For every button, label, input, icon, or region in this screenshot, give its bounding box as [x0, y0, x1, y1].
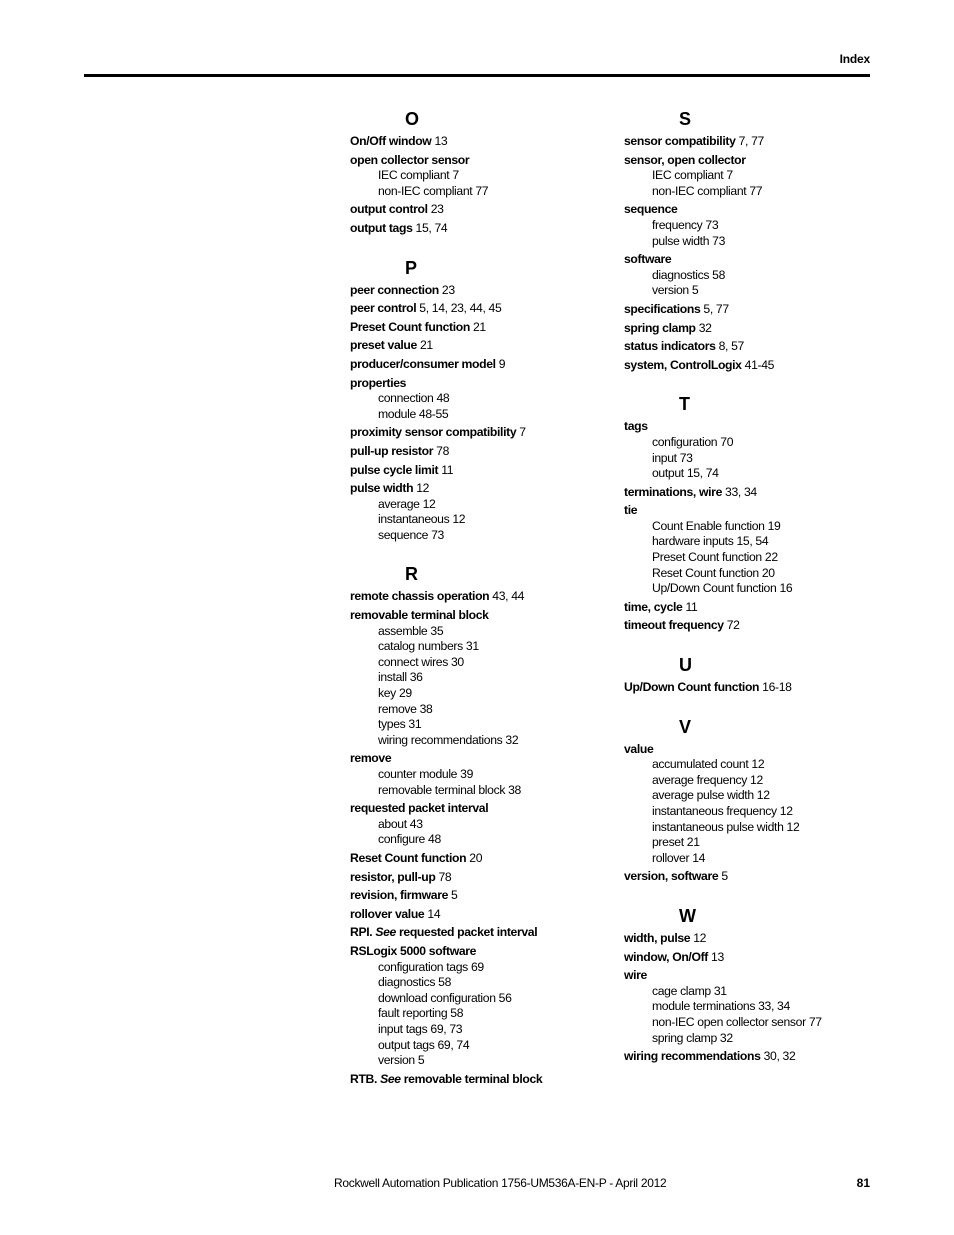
entry-pages: 12: [413, 481, 430, 496]
index-entry: [624, 869, 924, 885]
subentry: output 15, 74: [652, 466, 719, 481]
index-entry: [350, 444, 650, 460]
entry-pages: 8, 57: [715, 339, 744, 354]
entry-term: time, cycle: [624, 599, 683, 614]
entry-term: RTB.: [350, 1071, 381, 1086]
section-letter: S: [679, 109, 692, 129]
entry-term: revision, firmware: [350, 888, 449, 903]
entry-line: [350, 870, 650, 886]
index-entry: [350, 751, 650, 798]
subentry-list: [624, 268, 924, 299]
entry-pages: 32: [695, 320, 712, 335]
subentry: connection 48: [378, 391, 450, 406]
entry-pages: 13: [431, 134, 448, 148]
index-entry: [624, 419, 924, 481]
index-entry: [624, 931, 924, 947]
subentry: types 31: [378, 717, 422, 732]
see-reference: See: [380, 1071, 401, 1086]
subentry: non-IEC open collector sensor 77: [652, 1014, 822, 1029]
entry-term: tie: [624, 503, 638, 518]
entry-term: sequence: [624, 202, 678, 217]
index-entry: [624, 742, 924, 867]
subentry: IEC compliant 7: [652, 168, 733, 183]
index-entry: [350, 801, 650, 848]
entry-term: sensor compatibility: [624, 134, 736, 148]
entry-term: status indicators: [624, 339, 716, 354]
entry-line: [350, 320, 650, 336]
index-entry: [624, 302, 924, 318]
entry-line: [350, 801, 650, 817]
index-section: [624, 654, 924, 696]
entry-term: resistor, pull-up: [350, 869, 436, 884]
index-section: [350, 257, 650, 544]
subentry: instantaneous pulse width 12: [652, 819, 800, 834]
subentry: configuration 70: [652, 434, 734, 449]
entry-term: On/Off window: [350, 134, 432, 148]
section-letter: T: [679, 394, 690, 415]
index-entry: [350, 1072, 650, 1088]
page-number: 81: [856, 1176, 870, 1190]
section-letter: W: [679, 905, 696, 926]
entry-line: [624, 419, 924, 435]
entry-term: output tags: [350, 220, 413, 235]
footer-publication: Rockwell Automation Publication 1756-UM536A-EN-P - April 2012: [334, 1176, 667, 1190]
index-entry: [624, 134, 924, 150]
entry-term: RSLogix 5000 software: [350, 943, 477, 958]
subentry: Preset Count function 22: [652, 550, 778, 565]
subentry-list: [350, 624, 650, 749]
index-entry: [350, 338, 650, 354]
subentry: rollover 14: [652, 850, 706, 865]
entry-pages: 5: [718, 869, 728, 884]
entry-line: [624, 321, 924, 337]
subentry: connect wires 30: [378, 654, 464, 669]
entry-line: [624, 202, 924, 218]
entry-term: spring clamp: [624, 320, 696, 335]
entry-line: [624, 742, 924, 758]
index-entry: [350, 870, 650, 886]
subentry: Count Enable function 19: [652, 518, 781, 533]
entry-line: [350, 376, 650, 392]
entry-term: Up/Down Count function: [624, 680, 760, 695]
entry-pages: 41-45: [741, 357, 775, 372]
index-entry: [350, 357, 650, 373]
subentry: non-IEC compliant 77: [652, 183, 763, 198]
entry-pages: 78: [433, 443, 450, 458]
section-letter: V: [679, 716, 692, 737]
index-entry: [350, 283, 650, 299]
entry-pages: 30, 32: [760, 1049, 796, 1064]
index-section: [350, 108, 650, 237]
subentry: average pulse width 12: [652, 788, 770, 803]
subentry: cage clamp 31: [652, 983, 727, 998]
see-reference: See: [375, 925, 396, 940]
entry-pages: 72: [723, 618, 740, 633]
index-entry: [350, 202, 650, 218]
entry-term: producer/consumer model: [350, 356, 496, 371]
subentry: instantaneous 12: [378, 512, 466, 527]
index-entry: [624, 680, 924, 696]
subentry: IEC compliant 7: [378, 168, 459, 183]
entry-line: [624, 950, 924, 966]
subentry: download configuration 56: [378, 990, 512, 1005]
entry-pages: 12: [690, 930, 707, 945]
entry-term: preset value: [350, 338, 417, 353]
entry-term: pulse cycle limit: [350, 462, 439, 477]
section-letter: R: [405, 564, 418, 585]
entry-line: [624, 1049, 924, 1065]
subentry-list: [624, 519, 924, 597]
entry-line: [350, 444, 650, 460]
subentry: about 43: [378, 816, 423, 831]
entry-pages: 11: [682, 599, 698, 614]
entry-term: properties: [350, 375, 407, 390]
entry-term: Preset Count function: [350, 319, 470, 334]
subentry: install 36: [378, 670, 423, 685]
index-entry: [350, 888, 650, 904]
subentry: removable terminal block 38: [378, 782, 521, 797]
subentry: average frequency 12: [652, 772, 763, 787]
entry-line: [624, 680, 924, 696]
index-entry: [624, 600, 924, 616]
subentry-list: [350, 168, 650, 199]
subentry: module terminations 33, 34: [652, 999, 790, 1014]
subentry-list: [350, 497, 650, 544]
subentry: configure 48: [378, 832, 441, 847]
entry-line: [624, 358, 924, 374]
entry-term: timeout frequency: [624, 618, 724, 633]
index-entry: [624, 153, 924, 200]
entry-line: [624, 968, 924, 984]
entry-pages: 13: [708, 949, 724, 964]
see-target: requested packet interval: [395, 925, 538, 940]
subentry: pulse width 73: [652, 233, 726, 248]
entry-term: sensor, open collector: [624, 152, 746, 167]
entry-term: tags: [624, 419, 648, 434]
entry-term: version, software: [624, 869, 719, 884]
subentry: fault reporting 58: [378, 1006, 464, 1021]
subentry: module 48-55: [378, 406, 449, 421]
entry-pages: 5, 77: [700, 301, 729, 316]
index-entry: [624, 968, 924, 1046]
subentry-list: [350, 767, 650, 798]
entry-line: [350, 357, 650, 373]
subentry: non-IEC compliant 77: [378, 183, 489, 198]
entry-term: open collector sensor: [350, 152, 470, 167]
entry-pages: 21: [416, 338, 433, 353]
subentry-list: [624, 168, 924, 199]
subentry-list: [624, 757, 924, 866]
subentry: diagnostics 58: [378, 975, 452, 990]
entry-line: [350, 608, 650, 624]
entry-term: proximity sensor compatibility: [350, 425, 517, 440]
subentry: configuration tags 69: [378, 959, 484, 974]
index-entry: [350, 134, 650, 150]
entry-term: pull-up resistor: [350, 443, 434, 458]
section-letter: O: [405, 109, 420, 129]
entry-line: [350, 153, 650, 169]
index-section: [624, 393, 924, 634]
subentry: diagnostics 58: [652, 267, 726, 282]
entry-line: [624, 503, 924, 519]
subentry-list: [350, 817, 650, 848]
entry-pages: 33, 34: [722, 484, 757, 499]
entry-pages: 16-18: [759, 680, 792, 695]
entry-line: [350, 202, 650, 218]
entry-term: value: [624, 741, 654, 756]
entry-term: remove: [350, 751, 392, 766]
index-entry: [350, 608, 650, 748]
subentry: output tags 69, 74: [378, 1037, 470, 1052]
entry-line: [350, 851, 650, 867]
entry-line: [350, 944, 650, 960]
entry-pages: 23: [438, 282, 455, 297]
entry-term: peer connection: [350, 282, 439, 297]
entry-term: remote chassis operation: [350, 589, 490, 604]
entry-line: [350, 463, 650, 479]
index-entry: [624, 950, 924, 966]
entry-line: [624, 485, 924, 501]
entry-term: requested packet interval: [350, 801, 489, 816]
subentry-list: [624, 984, 924, 1046]
subentry: instantaneous frequency 12: [652, 804, 793, 818]
index-entry: [624, 358, 924, 374]
index-section: [624, 716, 924, 885]
index-entry: [624, 321, 924, 337]
index-entry: [350, 425, 650, 441]
index-section: [350, 563, 650, 1087]
index-section: [624, 108, 924, 373]
entry-term: terminations, wire: [624, 484, 722, 499]
entry-term: system, ControlLogix: [624, 357, 742, 372]
entry-pages: 21: [469, 319, 486, 334]
entry-line: [350, 283, 650, 299]
subentry: version 5: [652, 283, 699, 298]
subentry: preset 21: [652, 835, 700, 850]
entry-term: wiring recommendations: [624, 1049, 761, 1064]
entry-term: wire: [624, 968, 647, 983]
entry-pages: 20: [466, 850, 483, 865]
index-entry: [350, 944, 650, 1069]
subentry: version 5: [378, 1053, 425, 1068]
subentry: frequency 73: [652, 217, 719, 232]
index-section: [624, 905, 924, 1065]
entry-pages: 5, 14, 23, 44, 45: [416, 301, 502, 316]
entry-line: [350, 589, 650, 605]
entry-pages: 43, 44: [489, 589, 525, 604]
subentry-list: [624, 435, 924, 482]
entry-pages: 14: [424, 906, 441, 921]
index-entry: [350, 851, 650, 867]
section-letter: U: [679, 655, 692, 676]
subentry: remove 38: [378, 701, 433, 716]
entry-term: window, On/Off: [624, 949, 709, 964]
entry-line: [624, 153, 924, 169]
entry-line: [624, 931, 924, 947]
entry-line: [624, 134, 924, 150]
index-entry: [350, 481, 650, 543]
entry-term: output control: [350, 202, 428, 217]
entry-line: [350, 907, 650, 923]
entry-term: width, pulse: [624, 930, 691, 945]
subentry: spring clamp 32: [652, 1030, 733, 1045]
subentry: input 73: [652, 450, 693, 465]
entry-line: [624, 618, 924, 634]
subentry: average 12: [378, 496, 436, 511]
entry-line: [624, 600, 924, 616]
running-header: Index: [839, 52, 870, 66]
entry-pages: 15, 74: [412, 220, 448, 235]
entry-term: rollover value: [350, 906, 425, 921]
index-entry: [624, 339, 924, 355]
entry-pages: 9: [495, 356, 506, 371]
entry-pages: 7: [516, 425, 526, 440]
index-column-right: [624, 108, 924, 1085]
subentry: counter module 39: [378, 767, 474, 781]
index-entry: [350, 907, 650, 923]
index-column-left: [350, 108, 650, 1107]
subentry: assemble 35: [378, 623, 444, 638]
index-entry: [350, 221, 650, 237]
entry-line: [624, 339, 924, 355]
entry-line: [350, 301, 650, 317]
entry-term: pulse width: [350, 481, 414, 496]
index-entry: [350, 589, 650, 605]
index-entry: [350, 463, 650, 479]
index-entry: [350, 153, 650, 200]
entry-line: [350, 1072, 650, 1088]
index-entry: [624, 503, 924, 597]
index-entry: [624, 1049, 924, 1065]
section-letter: P: [405, 257, 418, 278]
index-entry: [624, 618, 924, 634]
subentry: input tags 69, 73: [378, 1021, 463, 1036]
subentry-list: [350, 391, 650, 422]
entry-term: specifications: [624, 301, 701, 316]
entry-line: [350, 751, 650, 767]
entry-line: [350, 888, 650, 904]
entry-line: [350, 425, 650, 441]
entry-line: [624, 869, 924, 885]
subentry: hardware inputs 15, 54: [652, 534, 769, 549]
entry-line: [350, 338, 650, 354]
index-entry: [350, 925, 650, 941]
entry-pages: 7, 77: [735, 134, 764, 148]
entry-line: [624, 302, 924, 318]
index-entry: [350, 320, 650, 336]
subentry: Reset Count function 20: [652, 565, 775, 580]
subentry: key 29: [378, 686, 412, 701]
entry-term: software: [624, 252, 672, 267]
entry-line: [350, 134, 650, 150]
entry-line: [350, 925, 650, 941]
subentry: sequence 73: [378, 527, 444, 542]
index-entry: [350, 301, 650, 317]
subentry-list: [350, 960, 650, 1069]
entry-line: [350, 481, 650, 497]
entry-term: RPI.: [350, 925, 376, 940]
entry-pages: 23: [427, 202, 444, 217]
index-entry: [624, 252, 924, 299]
subentry: Up/Down Count function 16: [652, 581, 793, 596]
see-target: removable terminal block: [400, 1071, 543, 1086]
index-entry: [624, 202, 924, 249]
subentry: catalog numbers 31: [378, 639, 479, 654]
entry-pages: 78: [435, 869, 452, 884]
subentry: accumulated count 12: [652, 757, 765, 772]
entry-pages: 5: [448, 888, 458, 903]
subentry-list: [624, 218, 924, 249]
entry-line: [350, 221, 650, 237]
entry-pages: 11: [438, 462, 454, 477]
entry-term: Reset Count function: [350, 850, 467, 865]
subentry: wiring recommendations 32: [378, 732, 519, 747]
header-rule: [84, 74, 870, 77]
entry-line: [624, 252, 924, 268]
entry-term: removable terminal block: [350, 608, 489, 623]
entry-term: peer control: [350, 301, 417, 316]
index-entry: [624, 485, 924, 501]
index-entry: [350, 376, 650, 423]
